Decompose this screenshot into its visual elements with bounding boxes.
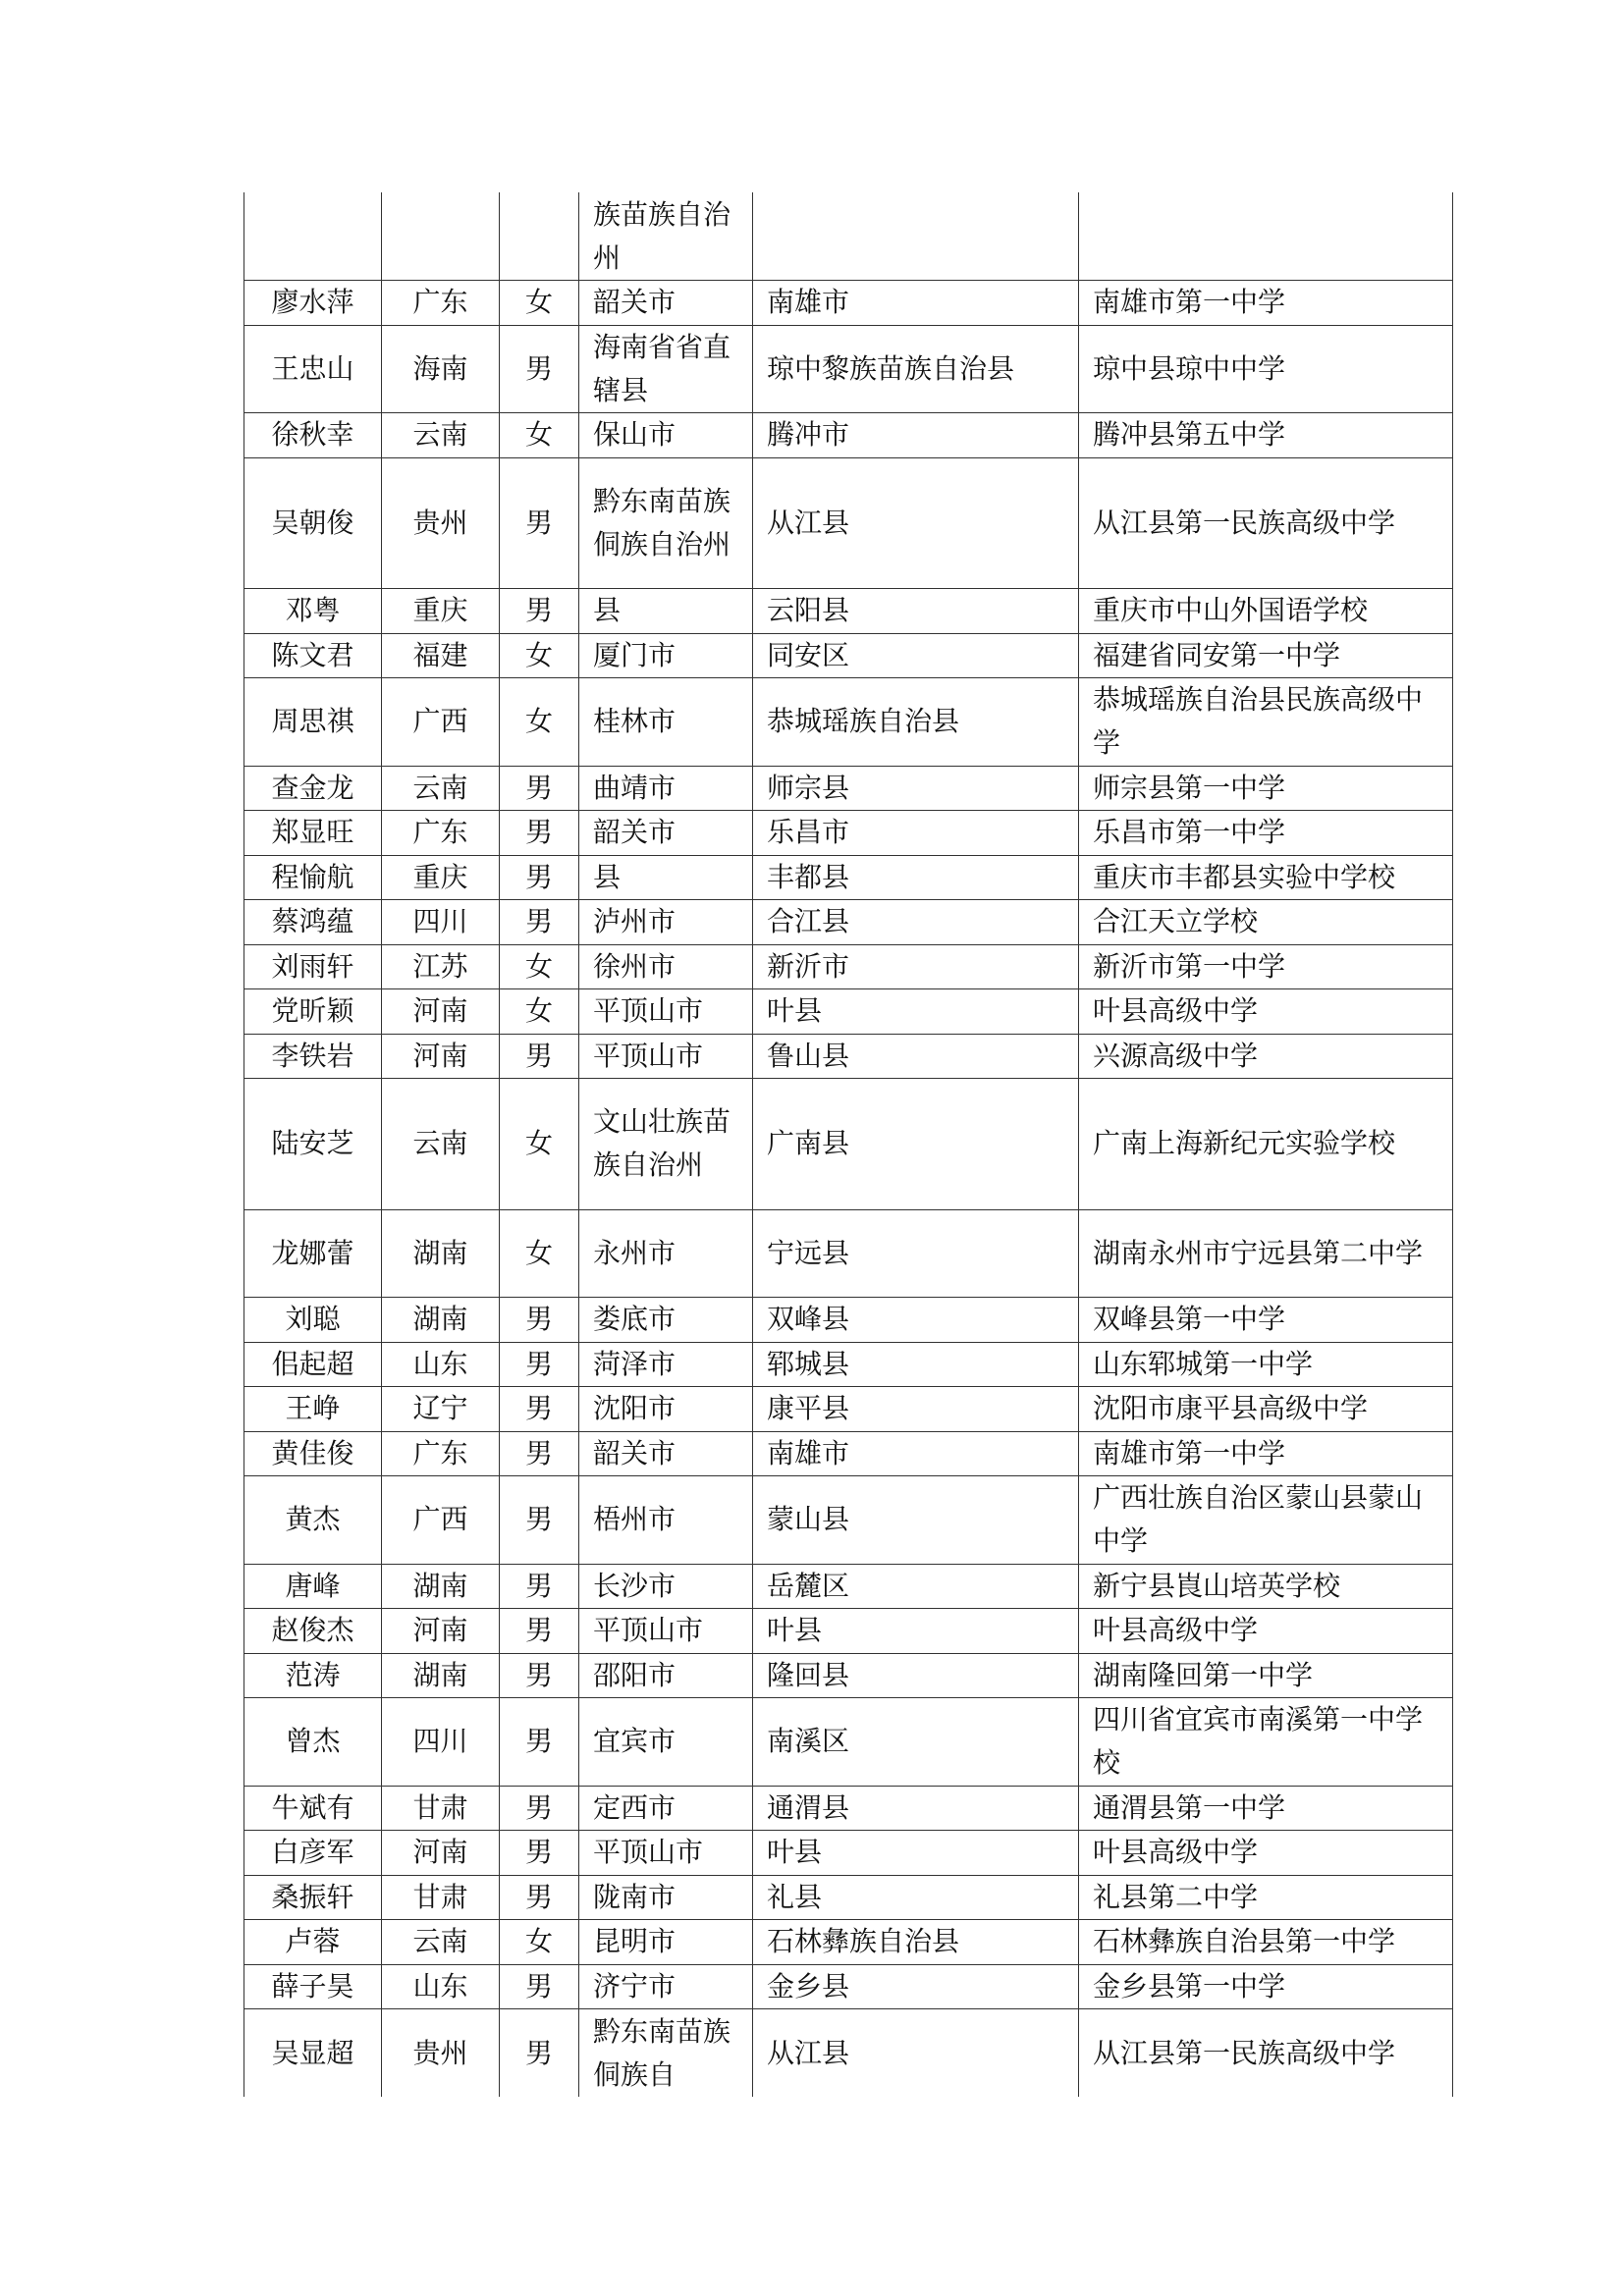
cell-province: 山东 bbox=[382, 1342, 500, 1387]
table-row bbox=[244, 1920, 1453, 1965]
table-row bbox=[244, 2009, 1453, 2098]
cell-county: 岳麓区 bbox=[753, 1564, 1079, 1609]
cell-name: 唐峰 bbox=[244, 1564, 382, 1609]
table-row bbox=[244, 457, 1453, 589]
cell-county: 腾冲市 bbox=[753, 413, 1079, 458]
cell-gender: 女 bbox=[500, 633, 579, 678]
cell-province: 辽宁 bbox=[382, 1387, 500, 1432]
cell-city: 平顶山市 bbox=[579, 1831, 753, 1876]
cell-province: 广东 bbox=[382, 1431, 500, 1476]
cell-city: 黔东南苗族侗族自 bbox=[579, 2009, 753, 2098]
cell-province: 湖南 bbox=[382, 1653, 500, 1698]
cell-name: 吴显超 bbox=[244, 2009, 382, 2098]
cell-name: 程愉航 bbox=[244, 855, 382, 900]
cell-province: 重庆 bbox=[382, 589, 500, 634]
cell-county: 云阳县 bbox=[753, 589, 1079, 634]
cell-name: 龙娜蕾 bbox=[244, 1209, 382, 1298]
cell-province: 山东 bbox=[382, 1964, 500, 2009]
table-row bbox=[244, 900, 1453, 945]
cell-name: 郑显旺 bbox=[244, 811, 382, 856]
cell-gender: 女 bbox=[500, 1079, 579, 1210]
cell-name: 刘聪 bbox=[244, 1298, 382, 1343]
cell-province: 河南 bbox=[382, 1609, 500, 1654]
cell-province: 贵州 bbox=[382, 457, 500, 589]
table-row bbox=[244, 1698, 1453, 1787]
cell-county: 南雄市 bbox=[753, 1431, 1079, 1476]
cell-school: 湖南永州市宁远县第二中学 bbox=[1079, 1209, 1453, 1298]
cell-county: 叶县 bbox=[753, 1831, 1079, 1876]
cell-city: 菏泽市 bbox=[579, 1342, 753, 1387]
cell-gender: 男 bbox=[500, 1387, 579, 1432]
cell-city: 族苗族自治州 bbox=[579, 192, 753, 281]
cell-school: 广西壮族自治区蒙山县蒙山中学 bbox=[1079, 1476, 1453, 1565]
cell-gender: 女 bbox=[500, 944, 579, 989]
table-row bbox=[244, 944, 1453, 989]
cell-city: 文山壮族苗族自治州 bbox=[579, 1079, 753, 1210]
cell-province: 河南 bbox=[382, 1034, 500, 1079]
cell-school: 从江县第一民族高级中学 bbox=[1079, 457, 1453, 589]
cell-county: 广南县 bbox=[753, 1079, 1079, 1210]
cell-name: 徐秋幸 bbox=[244, 413, 382, 458]
table-row bbox=[244, 1964, 1453, 2009]
cell-city: 娄底市 bbox=[579, 1298, 753, 1343]
cell-province: 四川 bbox=[382, 900, 500, 945]
cell-gender bbox=[500, 192, 579, 281]
cell-name: 周思祺 bbox=[244, 678, 382, 767]
cell-school: 乐昌市第一中学 bbox=[1079, 811, 1453, 856]
cell-school: 四川省宜宾市南溪第一中学校 bbox=[1079, 1698, 1453, 1787]
cell-gender: 女 bbox=[500, 281, 579, 326]
cell-gender: 男 bbox=[500, 457, 579, 589]
cell-province: 甘肃 bbox=[382, 1786, 500, 1831]
cell-county: 乐昌市 bbox=[753, 811, 1079, 856]
cell-province: 广东 bbox=[382, 281, 500, 326]
cell-city: 曲靖市 bbox=[579, 766, 753, 811]
cell-province: 云南 bbox=[382, 766, 500, 811]
cell-county: 双峰县 bbox=[753, 1298, 1079, 1343]
cell-city: 长沙市 bbox=[579, 1564, 753, 1609]
cell-school: 石林彝族自治县第一中学 bbox=[1079, 1920, 1453, 1965]
cell-name: 刘雨轩 bbox=[244, 944, 382, 989]
cell-province: 海南 bbox=[382, 325, 500, 413]
table-row bbox=[244, 855, 1453, 900]
table-row bbox=[244, 811, 1453, 856]
cell-school: 山东郓城第一中学 bbox=[1079, 1342, 1453, 1387]
cell-county: 同安区 bbox=[753, 633, 1079, 678]
cell-city: 宜宾市 bbox=[579, 1698, 753, 1787]
table-row bbox=[244, 413, 1453, 458]
cell-school: 沈阳市康平县高级中学 bbox=[1079, 1387, 1453, 1432]
cell-school: 重庆市丰都县实验中学校 bbox=[1079, 855, 1453, 900]
cell-county: 南雄市 bbox=[753, 281, 1079, 326]
cell-province: 江苏 bbox=[382, 944, 500, 989]
cell-school: 新沂市第一中学 bbox=[1079, 944, 1453, 989]
cell-province: 云南 bbox=[382, 1079, 500, 1210]
student-roster-table bbox=[244, 192, 1453, 2097]
cell-gender: 男 bbox=[500, 811, 579, 856]
cell-name: 陆安芝 bbox=[244, 1079, 382, 1210]
table-row bbox=[244, 281, 1453, 326]
cell-school: 金乡县第一中学 bbox=[1079, 1964, 1453, 2009]
cell-name: 吴朝俊 bbox=[244, 457, 382, 589]
cell-school bbox=[1079, 192, 1453, 281]
cell-name: 邓粤 bbox=[244, 589, 382, 634]
cell-province: 广西 bbox=[382, 1476, 500, 1565]
cell-gender: 女 bbox=[500, 989, 579, 1035]
cell-school: 湖南隆回第一中学 bbox=[1079, 1653, 1453, 1698]
table-row bbox=[244, 633, 1453, 678]
cell-gender: 男 bbox=[500, 1298, 579, 1343]
cell-gender: 男 bbox=[500, 589, 579, 634]
cell-city: 海南省省直辖县 bbox=[579, 325, 753, 413]
cell-school: 兴源高级中学 bbox=[1079, 1034, 1453, 1079]
cell-county: 从江县 bbox=[753, 2009, 1079, 2098]
cell-city: 济宁市 bbox=[579, 1964, 753, 2009]
cell-city: 平顶山市 bbox=[579, 989, 753, 1035]
cell-province: 湖南 bbox=[382, 1564, 500, 1609]
cell-school: 通渭县第一中学 bbox=[1079, 1786, 1453, 1831]
cell-county: 从江县 bbox=[753, 457, 1079, 589]
cell-name: 陈文君 bbox=[244, 633, 382, 678]
cell-name bbox=[244, 192, 382, 281]
cell-school: 从江县第一民族高级中学 bbox=[1079, 2009, 1453, 2098]
cell-school: 重庆市中山外国语学校 bbox=[1079, 589, 1453, 634]
cell-name: 赵俊杰 bbox=[244, 1609, 382, 1654]
cell-city: 沈阳市 bbox=[579, 1387, 753, 1432]
cell-county: 师宗县 bbox=[753, 766, 1079, 811]
cell-name: 李铁岩 bbox=[244, 1034, 382, 1079]
cell-gender: 男 bbox=[500, 1875, 579, 1920]
cell-gender: 女 bbox=[500, 678, 579, 767]
cell-name: 王峥 bbox=[244, 1387, 382, 1432]
cell-city: 梧州市 bbox=[579, 1476, 753, 1565]
table-row bbox=[244, 1476, 1453, 1565]
cell-gender: 男 bbox=[500, 1786, 579, 1831]
cell-county: 叶县 bbox=[753, 989, 1079, 1035]
table-row bbox=[244, 589, 1453, 634]
cell-city: 县 bbox=[579, 855, 753, 900]
cell-gender: 男 bbox=[500, 855, 579, 900]
cell-county: 鲁山县 bbox=[753, 1034, 1079, 1079]
table-row bbox=[244, 1431, 1453, 1476]
cell-city: 徐州市 bbox=[579, 944, 753, 989]
cell-school: 福建省同安第一中学 bbox=[1079, 633, 1453, 678]
table-row bbox=[244, 1875, 1453, 1920]
cell-name: 党昕颖 bbox=[244, 989, 382, 1035]
table-row bbox=[244, 766, 1453, 811]
table-row bbox=[244, 1564, 1453, 1609]
cell-name: 曾杰 bbox=[244, 1698, 382, 1787]
cell-county: 通渭县 bbox=[753, 1786, 1079, 1831]
cell-school: 双峰县第一中学 bbox=[1079, 1298, 1453, 1343]
cell-school: 恭城瑶族自治县民族高级中学 bbox=[1079, 678, 1453, 767]
cell-school: 新宁县崀山培英学校 bbox=[1079, 1564, 1453, 1609]
table-row bbox=[244, 1831, 1453, 1876]
table-row bbox=[244, 1387, 1453, 1432]
cell-name: 薛子昊 bbox=[244, 1964, 382, 2009]
cell-gender: 男 bbox=[500, 1831, 579, 1876]
cell-city: 邵阳市 bbox=[579, 1653, 753, 1698]
cell-province: 广西 bbox=[382, 678, 500, 767]
cell-gender: 男 bbox=[500, 1653, 579, 1698]
table-row bbox=[244, 1653, 1453, 1698]
cell-city: 保山市 bbox=[579, 413, 753, 458]
cell-school: 礼县第二中学 bbox=[1079, 1875, 1453, 1920]
table-row bbox=[244, 678, 1453, 767]
table-row bbox=[244, 989, 1453, 1035]
cell-name: 黄杰 bbox=[244, 1476, 382, 1565]
cell-county: 恭城瑶族自治县 bbox=[753, 678, 1079, 767]
cell-name: 桑振轩 bbox=[244, 1875, 382, 1920]
cell-name: 廖水萍 bbox=[244, 281, 382, 326]
cell-gender: 女 bbox=[500, 1920, 579, 1965]
cell-city: 定西市 bbox=[579, 1786, 753, 1831]
cell-gender: 女 bbox=[500, 413, 579, 458]
cell-city: 黔东南苗族侗族自治州 bbox=[579, 457, 753, 589]
cell-city: 韶关市 bbox=[579, 281, 753, 326]
cell-county: 金乡县 bbox=[753, 1964, 1079, 2009]
cell-gender: 男 bbox=[500, 1431, 579, 1476]
cell-gender: 男 bbox=[500, 1698, 579, 1787]
cell-gender: 女 bbox=[500, 1209, 579, 1298]
cell-name: 白彦军 bbox=[244, 1831, 382, 1876]
cell-name: 范涛 bbox=[244, 1653, 382, 1698]
cell-gender: 男 bbox=[500, 900, 579, 945]
table-row bbox=[244, 1298, 1453, 1343]
cell-province: 云南 bbox=[382, 1920, 500, 1965]
cell-county: 礼县 bbox=[753, 1875, 1079, 1920]
cell-city: 陇南市 bbox=[579, 1875, 753, 1920]
cell-county: 石林彝族自治县 bbox=[753, 1920, 1079, 1965]
cell-school: 琼中县琼中中学 bbox=[1079, 325, 1453, 413]
cell-school: 南雄市第一中学 bbox=[1079, 281, 1453, 326]
cell-county: 康平县 bbox=[753, 1387, 1079, 1432]
cell-province: 福建 bbox=[382, 633, 500, 678]
cell-city: 平顶山市 bbox=[579, 1609, 753, 1654]
cell-province: 甘肃 bbox=[382, 1875, 500, 1920]
cell-city: 平顶山市 bbox=[579, 1034, 753, 1079]
cell-province: 贵州 bbox=[382, 2009, 500, 2098]
cell-county: 宁远县 bbox=[753, 1209, 1079, 1298]
cell-name: 黄佳俊 bbox=[244, 1431, 382, 1476]
cell-province: 四川 bbox=[382, 1698, 500, 1787]
cell-county bbox=[753, 192, 1079, 281]
cell-school: 南雄市第一中学 bbox=[1079, 1431, 1453, 1476]
roster-body bbox=[244, 192, 1453, 2097]
cell-gender: 男 bbox=[500, 325, 579, 413]
cell-gender: 男 bbox=[500, 1034, 579, 1079]
table-row bbox=[244, 325, 1453, 413]
cell-province: 湖南 bbox=[382, 1298, 500, 1343]
cell-school: 广南上海新纪元实验学校 bbox=[1079, 1079, 1453, 1210]
table-row bbox=[244, 1209, 1453, 1298]
table-row bbox=[244, 1342, 1453, 1387]
cell-gender: 男 bbox=[500, 1609, 579, 1654]
cell-name: 王忠山 bbox=[244, 325, 382, 413]
cell-county: 新沂市 bbox=[753, 944, 1079, 989]
cell-name: 查金龙 bbox=[244, 766, 382, 811]
cell-gender: 男 bbox=[500, 1564, 579, 1609]
cell-gender: 男 bbox=[500, 1964, 579, 2009]
table-row bbox=[244, 1609, 1453, 1654]
cell-city: 韶关市 bbox=[579, 1431, 753, 1476]
cell-province: 湖南 bbox=[382, 1209, 500, 1298]
cell-county: 叶县 bbox=[753, 1609, 1079, 1654]
cell-city: 永州市 bbox=[579, 1209, 753, 1298]
cell-county: 郓城县 bbox=[753, 1342, 1079, 1387]
table-row bbox=[244, 192, 1453, 281]
cell-province bbox=[382, 192, 500, 281]
cell-city: 泸州市 bbox=[579, 900, 753, 945]
table-row bbox=[244, 1079, 1453, 1210]
cell-name: 卢蓉 bbox=[244, 1920, 382, 1965]
cell-school: 合江天立学校 bbox=[1079, 900, 1453, 945]
cell-gender: 男 bbox=[500, 2009, 579, 2098]
cell-county: 南溪区 bbox=[753, 1698, 1079, 1787]
cell-province: 河南 bbox=[382, 1831, 500, 1876]
cell-county: 合江县 bbox=[753, 900, 1079, 945]
cell-county: 丰都县 bbox=[753, 855, 1079, 900]
cell-city: 桂林市 bbox=[579, 678, 753, 767]
cell-county: 隆回县 bbox=[753, 1653, 1079, 1698]
cell-gender: 男 bbox=[500, 1342, 579, 1387]
cell-province: 重庆 bbox=[382, 855, 500, 900]
cell-school: 腾冲县第五中学 bbox=[1079, 413, 1453, 458]
table-row bbox=[244, 1034, 1453, 1079]
cell-name: 佀起超 bbox=[244, 1342, 382, 1387]
cell-city: 昆明市 bbox=[579, 1920, 753, 1965]
table-row bbox=[244, 1786, 1453, 1831]
cell-city: 县 bbox=[579, 589, 753, 634]
cell-city: 厦门市 bbox=[579, 633, 753, 678]
cell-county: 蒙山县 bbox=[753, 1476, 1079, 1565]
cell-school: 师宗县第一中学 bbox=[1079, 766, 1453, 811]
cell-name: 蔡鸿蕴 bbox=[244, 900, 382, 945]
cell-name: 牛斌有 bbox=[244, 1786, 382, 1831]
cell-school: 叶县高级中学 bbox=[1079, 1609, 1453, 1654]
cell-gender: 男 bbox=[500, 766, 579, 811]
cell-school: 叶县高级中学 bbox=[1079, 989, 1453, 1035]
cell-county: 琼中黎族苗族自治县 bbox=[753, 325, 1079, 413]
cell-school: 叶县高级中学 bbox=[1079, 1831, 1453, 1876]
cell-gender: 男 bbox=[500, 1476, 579, 1565]
cell-province: 广东 bbox=[382, 811, 500, 856]
cell-city: 韶关市 bbox=[579, 811, 753, 856]
cell-province: 云南 bbox=[382, 413, 500, 458]
cell-province: 河南 bbox=[382, 989, 500, 1035]
